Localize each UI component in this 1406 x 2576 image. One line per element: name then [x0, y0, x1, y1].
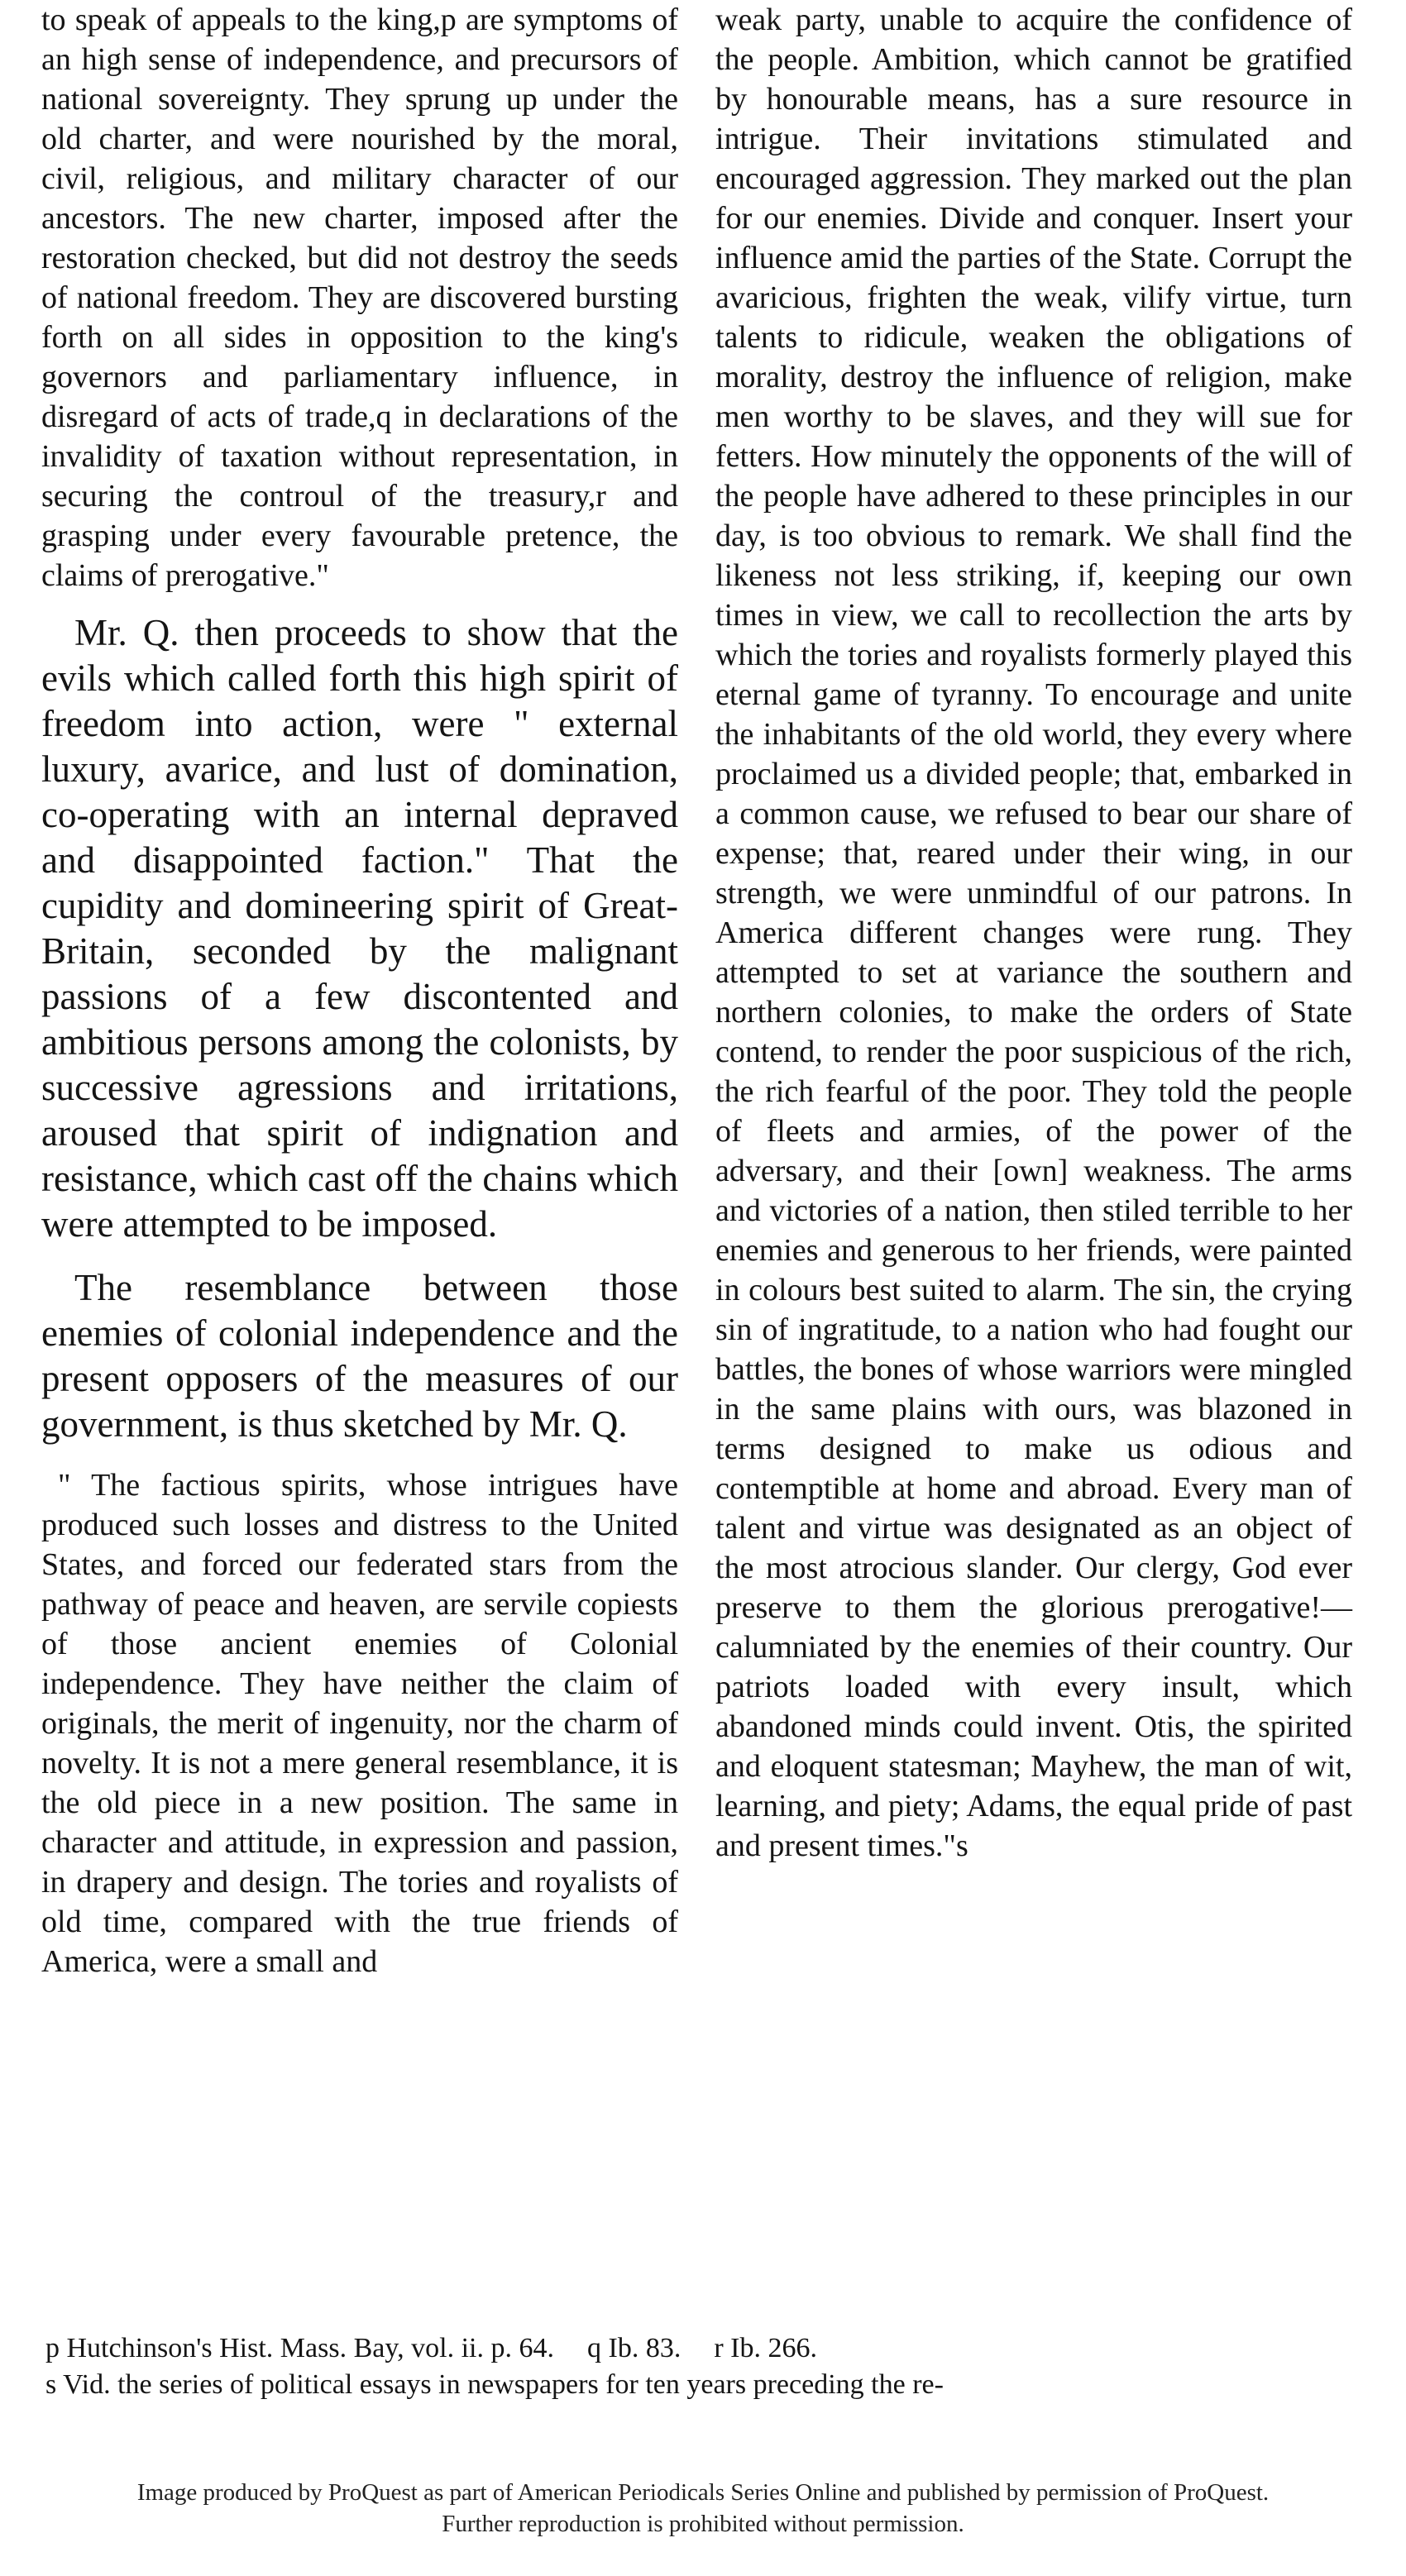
footnote-p: p Hutchinson's Hist. Mass. Bay, vol. ii. p. 64. — [45, 2333, 554, 2363]
footnote-q: q Ib. 83. — [587, 2333, 681, 2363]
footnotes — [45, 2330, 1369, 2403]
left-column — [41, 0, 678, 1981]
credit-line-2: Further reproduction is prohibited without permission. — [442, 2511, 964, 2537]
footnote-row-2 — [45, 2367, 1369, 2403]
footnote-s: s Vid. the series of political essays in newspapers for ten years preceding the re- — [45, 2369, 944, 2400]
footnote-row-1 — [45, 2330, 1369, 2367]
right-column — [715, 0, 1352, 1866]
quote-continuation-right: weak party, unable to acquire the confidence of the people. Ambition, which cannot be gratified by honourable means, has a sure resource in intrigue. Their invitations stimulated and encouraged aggression. They marked out the plan for our enemies. Divide and conquer. Insert your influence amid the parties of the State. Corrupt the avaricious, frighten the weak, vilify virtue, turn talents to ridicule, weaken the obligations of morality, destroy the influence of religion, make men worthy to be slaves, and they will sue for fetters. How minutely the opponents of the will of the people have adhered to these principles in our day, is too obvious to remark. We shall find the likeness not less striking, if, keeping our own times in view, we call to recollection the arts by which the tories and royalists formerly played this eternal game of tyranny. To encourage and unite the inhabitants of the old world, they every where proclaimed us a divided people; that, embarked in a common cause, we refused to bear our share of expense; that, reared under their wing, in our strength, we were unmindful of our patrons. In America different changes were rung. They attempted to set at variance the southern and northern colonies, to make the orders of State contend, to render the poor suspicious of the rich, the rich fearful of the poor. They told the people of fleets and armies, of the power of the adversary, and their [own] weakness. The arms and victories of a nation, then stiled terrible to her enemies and generous to her friends, were painted in colours best suited to alarm. The sin, the crying sin of ingratitude, to a nation who had fought our battles, the bones of whose warriors were mingled in the same plains with ours, was blazoned in terms designed to make us odious and contemptible at home and abroad. Every man of talent and virtue was designated as an object of the most atrocious slander. Our clergy, God ever preserve to them the glorious prerogative!—calumniated by the enemies of their country. Our patriots loaded with every insult, which abandoned minds could invent. Otis, the spirited and eloquent statesman; Mayhew, the man of wit, learning, and piety; Adams, the equal pride of past and present times."s — [715, 2, 1352, 1863]
credit-line-1: Image produced by ProQuest as part of American Periodicals Series Online and published by permission of ProQuest. — [136, 2479, 1270, 2506]
quote-continuation: to speak of appeals to the king,p are symptoms of an high sense of independence, and precursors of national sovereignty. They sprung up under the old charter, and were nourished by the moral, civil, religious, and military character of our ancestors. The new charter, imposed after the restoration checked, but did not destroy the seeds of national freedom. They are discovered bursting forth on all sides in opposition to the king's governors and parliamentary influence, in disregard of acts of trade,q in declarations of the invalidity of taxation without representation, in securing the controul of the treasury,r and grasping under every favourable pretence, the claims of prerogative." — [41, 2, 678, 593]
body-paragraph-evils: Mr. Q. then proceeds to show that the evils which called forth this high spirit of freedom into action, were " external luxury, avarice, and lust of domination, co-operating with an internal depraved and disappointed faction." That the cupidity and domineering spirit of Great-Britain, seconded by the malignant passions of a few discontented and ambitious persons among the colonists, by successive agressions and irritations, aroused that spirit of indignation and resistance, which cast off the chains which were attempted to be imposed. — [41, 612, 678, 1245]
proquest-credit — [0, 2477, 1406, 2540]
footnote-r: r Ib. 266. — [714, 2333, 817, 2363]
quote-factious-spirits: " The factious spirits, whose intrigues have produced such losses and distress to the United States, and forced our federated stars from the pathway of peace and heaven, are servile copiests of those ancient enemies of Colonial independence. They have neither the claim of originals, the merit of ingenuity, nor the charm of novelty. It is not a mere general resemblance, it is the old piece in a new position. The same in character and attitude, in expression and passion, in drapery and design. The tories and royalists of old time, compared with the true friends of America, were a small and — [41, 1468, 678, 1979]
body-paragraph-resemblance: The resemblance between those enemies of colonial independence and the present opposers of the measures of our government, is thus sketched by Mr. Q. — [41, 1267, 678, 1445]
